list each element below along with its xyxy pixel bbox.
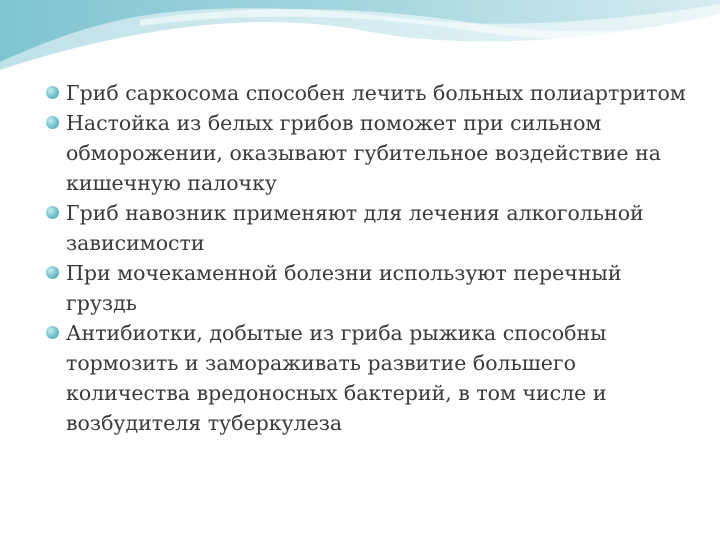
bullet-item	[44, 108, 694, 198]
bullet-dot-icon	[46, 86, 59, 99]
bullet-dot-icon	[46, 266, 59, 279]
bullet-text: Гриб саркосома способен лечить больных полиартритом	[66, 81, 686, 105]
bullet-text: При мочекаменной болезни используют перечный груздь	[66, 261, 622, 315]
bullet-text: Настойка из белых грибов поможет при сильном обморожении, оказывают губительное воздействие на кишечную палочку	[66, 111, 661, 195]
bullet-dot-icon	[46, 116, 59, 129]
bullet-dot-icon	[46, 206, 59, 219]
bullet-item	[44, 258, 694, 318]
bullet-list	[44, 78, 694, 438]
bullet-text: Гриб навозник применяют для лечения алкогольной зависимости	[66, 201, 644, 255]
bullet-item	[44, 78, 694, 108]
header-wave-decoration	[0, 0, 720, 90]
bullet-item	[44, 318, 694, 438]
bullet-item	[44, 198, 694, 258]
bullet-dot-icon	[46, 326, 59, 339]
bullet-text: Антибиотки, добытые из гриба рыжика способны тормозить и замораживать развитие большего количества вредоносных бактерий, в том числе и возбудителя туберкулеза	[66, 321, 607, 435]
